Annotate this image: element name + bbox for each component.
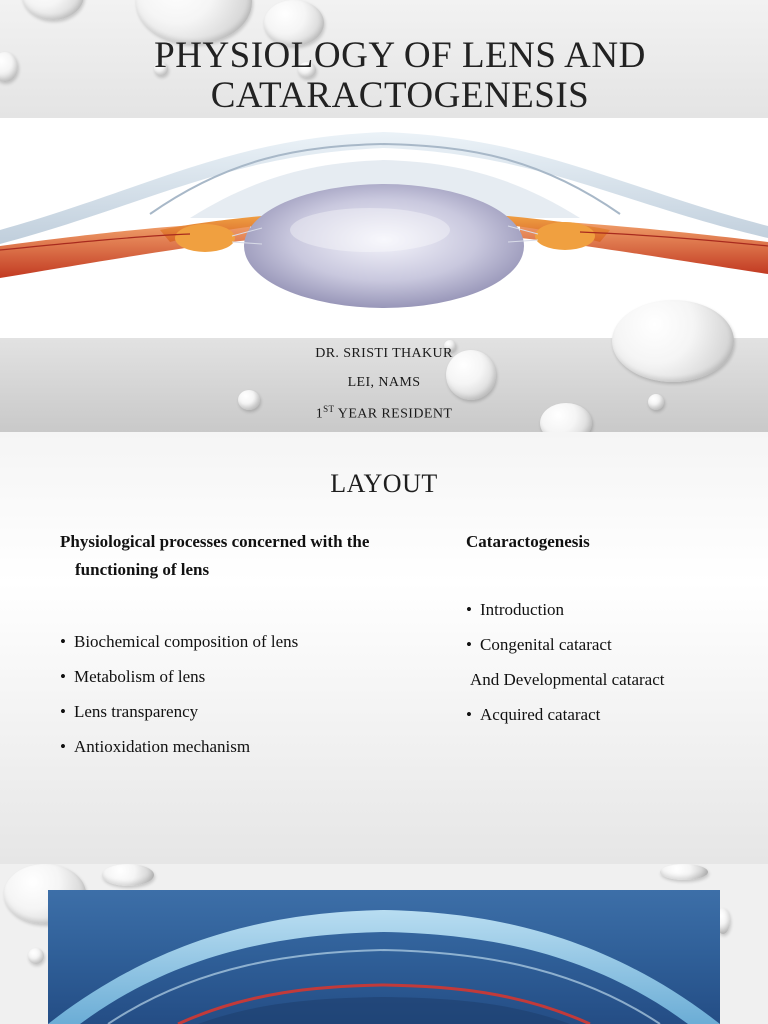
right-column [466, 528, 756, 732]
list-item: • Biochemical composition of lens [60, 624, 390, 659]
institution: LEI, NAMS [347, 375, 421, 390]
position [200, 404, 568, 423]
left-column [60, 528, 390, 764]
left-bullet-list [60, 624, 390, 764]
author-name: DR. SRISTI THAKUR [315, 346, 453, 361]
position-ordinal: 1 [315, 406, 324, 422]
position-suffix: ST [323, 404, 335, 414]
page-title: PHYSIOLOGY OF LENS AND CATARACTOGENESIS [154, 35, 646, 116]
next-slide-preview [0, 864, 768, 1024]
water-drop-decoration [102, 864, 154, 886]
list-item: • Introduction [466, 592, 756, 627]
title-slide [0, 0, 768, 432]
layout-slide [0, 432, 768, 864]
water-drop-decoration [612, 300, 734, 382]
position-rest: YEAR RESIDENT [334, 406, 453, 422]
list-item: • Congenital cataract [466, 627, 756, 662]
list-item: • Acquired cataract [466, 697, 756, 732]
right-bullet-list [466, 592, 756, 732]
water-drop-decoration [648, 394, 664, 410]
left-column-heading: Physiological processes concerned with the functioning of lens [60, 532, 370, 579]
eye-anterior-segment-icon [48, 890, 720, 1024]
list-item: • Antioxidation mechanism [60, 729, 390, 764]
right-column-heading: Cataractogenesis [466, 532, 590, 551]
water-drop-decoration [28, 948, 44, 964]
water-drop-decoration [660, 864, 708, 880]
list-item-continuation: And Developmental cataract [470, 670, 665, 689]
slide-title: LAYOUT [330, 469, 438, 498]
list-item: • Metabolism of lens [60, 659, 390, 694]
list-item: • Lens transparency [60, 694, 390, 729]
